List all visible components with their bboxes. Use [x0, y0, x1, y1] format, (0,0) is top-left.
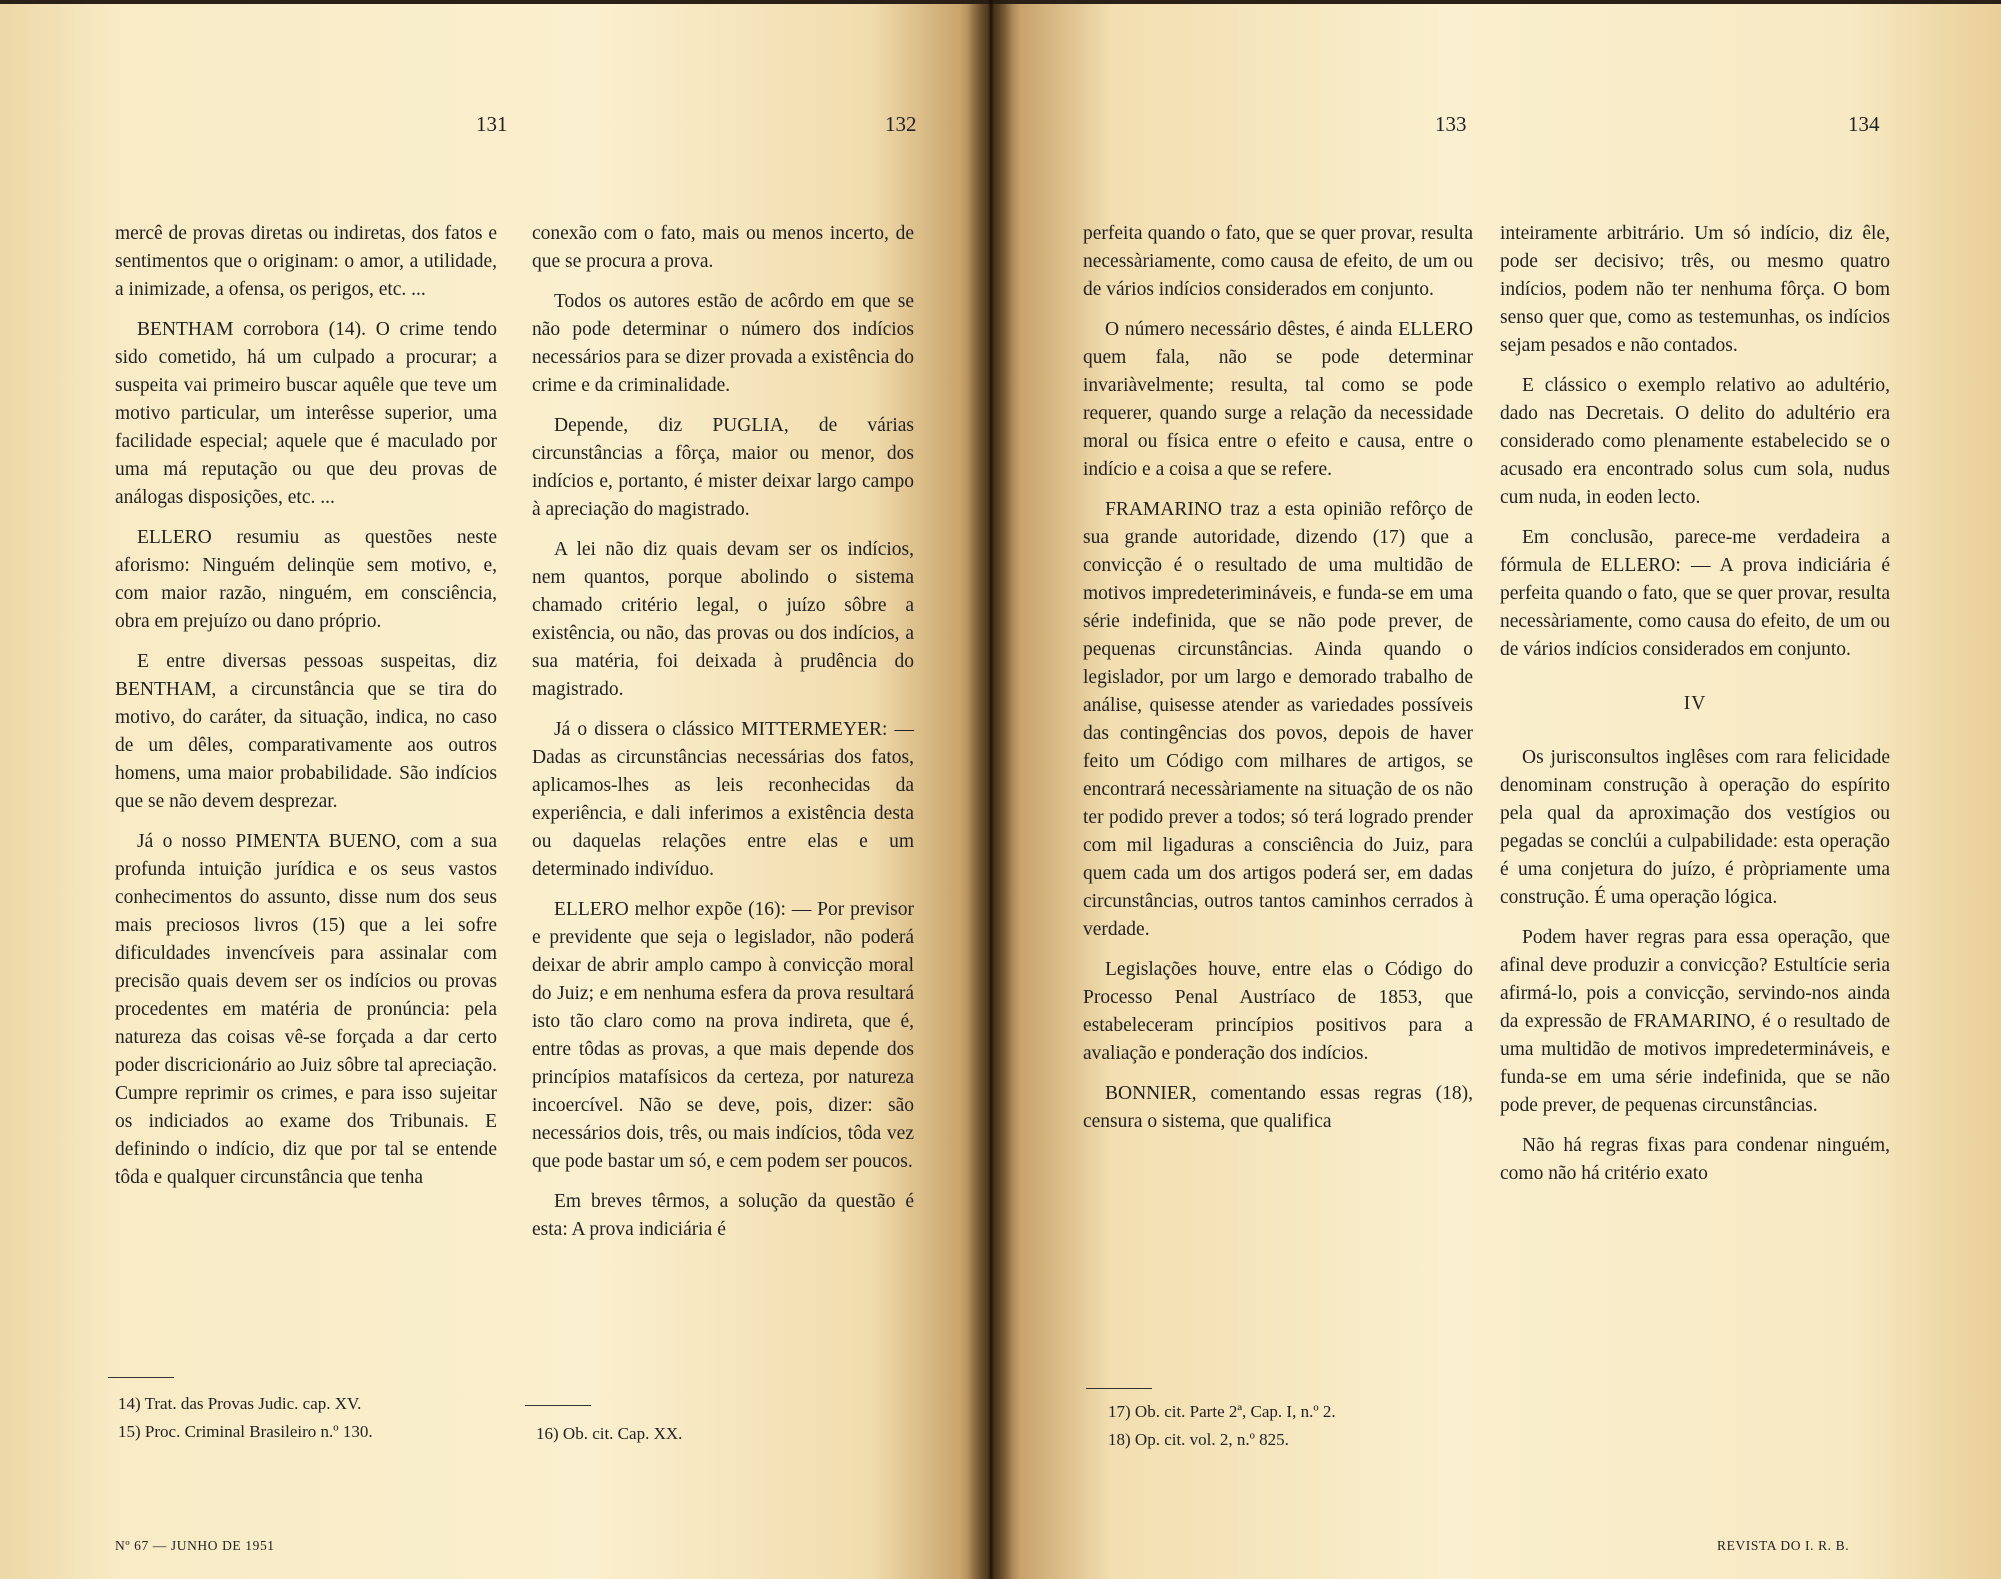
paragraph: E entre diversas pessoas suspeitas, diz BENTHAM, a circunstância que se tira do motivo, do caráter, da situação, indica, no caso de um dêles, comparativamente aos outros homens, uma maior probabilidade. São indícios que se não devem desprezar. [115, 651, 497, 812]
paragraph: conexão com o fato, mais ou menos incerto, de que se procura a prova. [532, 223, 914, 272]
paragraph: Não há regras fixas para condenar ninguém, como não há critério exato [1500, 1135, 1890, 1184]
paragraph: inteiramente arbitrário. Um só indício, diz êle, pode ser decisivo; três, ou mesmo quatro indícios, podem não ter nenhuma fôrça. O bom senso quer que, como as testemunhas, os indícios sejam pesados e não contados. [1500, 223, 1890, 356]
paragraph: FRAMARINO traz a esta opinião refôrço de sua grande autoridade, dizendo (17) que a convicção é o resultado de uma multidão de motivos impredeterimináveis, e funda-se em uma série indefinida, que se não pode prever, de pequenas circunstâncias. Ainda quando o legislador, por um largo e demorado trabalho de análise, quisesse atender as variedades possíveis das contingências dos povos, depois de haver feito um Código com milhares de artigos, se encontrará necessàriamente na situação de os não ter podido prever a todos; só terá logrado prender com mil ligaduras a consciência do Juiz, para quem cada um dos artigos poderá ser, em dadas circunstâncias, outros tantos caminhos cerrados à verdade. [1083, 499, 1473, 940]
paragraph: ELLERO resumiu as questões neste aforismo: Ninguém delinqüe sem motivo, e, com maior razão, ninguém, em consciência, obra em prejuízo ou dano próprio. [115, 527, 497, 632]
footnote-rule [1086, 1388, 1152, 1389]
paragraph: BENTHAM corrobora (14). O crime tendo sido cometido, há um culpado a procurar; a suspeita vai primeiro buscar aquêle que teve um motivo particular, um interêsse superior, uma facilidade especial; aquele que é maculado por uma má reputação ou que deu provas de análogas disposições, etc. ... [115, 319, 497, 508]
paragraph: A lei não diz quais devam ser os indícios, nem quantos, porque abolindo o sistema chamado critério legal, o juízo sôbre a existência, ou não, das provas ou dos indícios, a sua matéria, foi deixada à prudência do magistrado. [532, 539, 914, 700]
footnotes-page-132 [536, 1420, 682, 1448]
footnote-rule [108, 1377, 174, 1378]
paragraph: ELLERO melhor expõe (16): — Por previsor e previdente que seja o legislador, não poderá deixar de abrir amplo campo à convicção moral do Juiz; e em nenhuma esfera da prova resultará isto tão claro como na prova indireta, que é, entre tôdas as provas, a que mais depende dos princípios matafísicos da certeza, por natureza incoercível. Não se deve, pois, dizer: são necessários dois, três, ou mais indícios, tôda vez que pode bastar um só, e cem podem ser poucos. [532, 899, 914, 1172]
paragraph: Podem haver regras para essa operação, que afinal deve produzir a convicção? Estultície seria afirmá-lo, pois a convicção, servindo-nos ainda da expressão de FRAMARINO, é o resultado de uma multidão de motivos impredetermináveis, e funda-se em uma série indefinida, que se não pode prever, de pequenas circunstâncias. [1500, 927, 1890, 1116]
paragraph: Já o nosso PIMENTA BUENO, com a sua profunda intuição jurídica e os seus vastos conhecimentos do assunto, disse num dos seus mais preciosos livros (15) que a lei sofre dificuldades invencíveis para assinalar com precisão quais devem ser os indícios ou provas procedentes em matéria de pronúncia: pela natureza das coisas vê-se forçada a dar certo poder discricionário ao Juiz sôbre tal apreciação. Cumpre reprimir os crimes, e para isso sujeitar os indiciados ao exame dos Tribunais. E definindo o indício, diz que por tal se entende tôda e qualquer circunstância que tenha [115, 831, 497, 1188]
column-page-131 [115, 220, 497, 1204]
paragraph: BONNIER, comentando essas regras (18), censura o sistema, que qualifica [1083, 1083, 1473, 1132]
column-page-132 [532, 220, 914, 1256]
footnote: 16) Ob. cit. Cap. XX. [536, 1424, 683, 1443]
page-number-131: 131 [476, 112, 508, 136]
paragraph: Em breves têrmos, a solução da questão é esta: A prova indiciária é [532, 1191, 914, 1240]
column-page-133 [1083, 220, 1473, 1148]
footer-issue: Nº 67 — JUNHO DE 1951 [115, 1538, 275, 1553]
footer-journal: REVISTA DO I. R. B. [1717, 1538, 1850, 1553]
paragraph: E clássico o exemplo relativo ao adultério, dado nas Decretais. O delito do adultério era considerado como plenamente estabelecido se o acusado era encontrado solus cum sola, nudus cum nuda, in eoden lecto. [1500, 375, 1890, 508]
section-heading: IV [1683, 693, 1707, 714]
paragraph: Em conclusão, parece-me verdadeira a fórmula de ELLERO: — A prova indiciária é perfeita quando o fato, que se quer provar, resulta necessàriamente, como causa do efeito, de um ou de vários indícios considerados em conjunto. [1500, 527, 1890, 660]
footnote-rule [525, 1405, 591, 1406]
paragraph: mercê de provas diretas ou indiretas, dos fatos e sentimentos que o originam: o amor, a utilidade, a inimizade, a ofensa, os perigos, etc. ... [115, 223, 497, 300]
footnotes-page-133 [1108, 1398, 1336, 1454]
paragraph: Depende, diz PUGLIA, de várias circunstâncias a fôrça, maior ou menor, dos indícios e, portanto, é mister deixar largo campo à apreciação do magistrado. [532, 415, 914, 520]
page-number-132: 132 [885, 112, 917, 136]
paragraph: O número necessário dêstes, é ainda ELLERO quem fala, não se pode determinar invariàvelmente; resulta, tal como se pode requerer, quando surge a relação da necessidade moral ou física entre o efeito e causa, entre o indício e a coisa a que se refere. [1083, 319, 1473, 480]
footnote: 18) Op. cit. vol. 2, n.º 825. [1108, 1430, 1289, 1449]
footnote: 15) Proc. Criminal Brasileiro n.º 130. [118, 1422, 373, 1441]
page-number-134: 134 [1848, 112, 1880, 136]
footnote: 17) Ob. cit. Parte 2ª, Cap. I, n.º 2. [1108, 1402, 1336, 1421]
page-number-133: 133 [1435, 112, 1467, 136]
paragraph: Já o dissera o clássico MITTERMEYER: — Dadas as circunstâncias necessárias dos fatos, aplicamos-lhes as leis reconhecidas da experiência, e dali inferimos a existência desta ou daquelas relações entre elas e um determinado indivíduo. [532, 719, 914, 880]
column-page-134 [1500, 220, 1890, 1200]
book-gutter [968, 0, 1012, 1579]
paragraph: perfeita quando o fato, que se quer provar, resulta necessàriamente, como causa de efeito, de um ou de vários indícios considerados em conjunto. [1083, 223, 1473, 300]
footnote: 14) Trat. das Provas Judic. cap. XV. [118, 1394, 362, 1413]
footnotes-page-131 [118, 1390, 373, 1446]
paragraph: Todos os autores estão de acôrdo em que se não pode determinar o número dos indícios necessários para se dizer provada a existência do crime e da criminalidade. [532, 291, 914, 396]
paragraph: Legislações houve, entre elas o Código do Processo Penal Austríaco de 1853, que estabeleceram princípios positivos para a avaliação e ponderação dos indícios. [1083, 959, 1473, 1064]
paragraph: Os jurisconsultos inglêses com rara felicidade denominam construção à operação do espírito pela qual da aproximação dos vestígios ou pegadas se conclúi a culpabilidade: esta operação é uma conjetura do juízo, é pròpriamente uma construção. É uma operação lógica. [1500, 747, 1890, 908]
